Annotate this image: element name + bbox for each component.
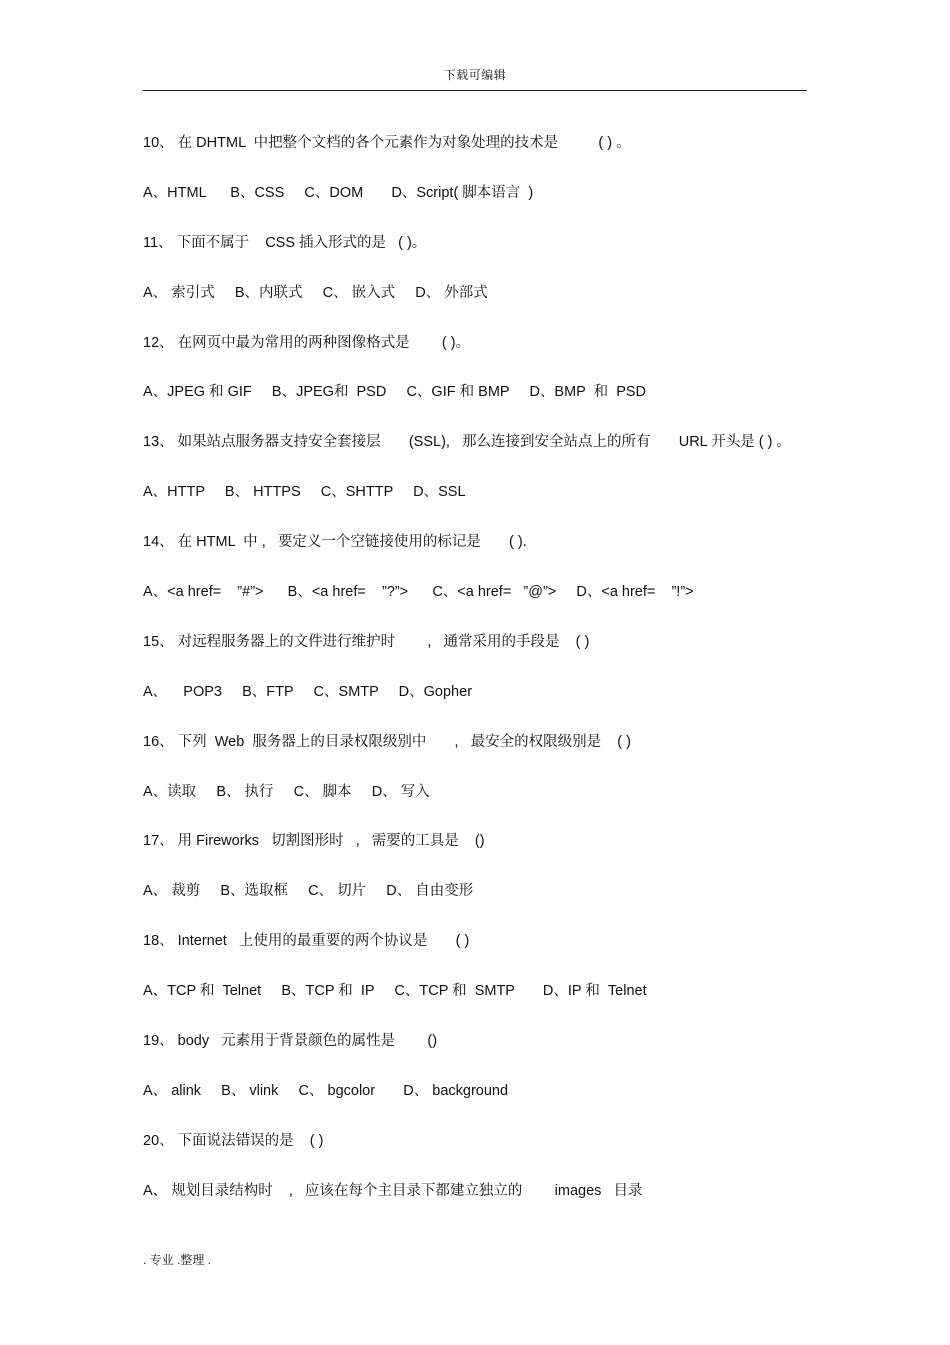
options-18: A、TCP 和 Telnet B、TCP 和 IP C、TCP 和 SMTP D、IP 和 Telnet [143, 983, 647, 1000]
question-10: 10、 在 DHTML 中把整个文档的各个元素作为对象处理的技术是 ( ) 。 [143, 135, 631, 151]
question-list [143, 133, 823, 1231]
page-header: 下载可编辑 [443, 68, 507, 82]
question-14: 14、 在 HTML 中 , 要定义一个空链接使用的标记是 ( ). [143, 534, 527, 551]
question-18: 18、 Internet 上使用的最重要的两个协议是 ( ) [143, 933, 470, 950]
question-15: 15、 对远程服务器上的文件进行维护时 , 通常采用的手段是 ( ) [143, 633, 590, 650]
page-footer: . 专业 .整理 . [143, 1253, 212, 1267]
question-20: 20、 下面说法错误的是 ( ) [143, 1132, 324, 1149]
question-13: 13、 如果站点服务器支持安全套接层 (SSL), 那么连接到安全站点上的所有 URL 开头是 ( ) 。 [143, 434, 791, 451]
options-14: A、<a href= ”#”> B、<a href= ”?”> C、<a href= ”@”> D、<a href= ”!”> [143, 584, 694, 601]
options-12: A、JPEG 和 GIF B、JPEG和 PSD C、GIF 和 BMP D、BMP 和 PSD [143, 384, 647, 401]
header-divider [143, 90, 807, 91]
options-15: A、 POP3 B、FTP C、SMTP D、Gopher [143, 683, 473, 700]
question-12: 12、 在网页中最为常用的两种图像格式是 ( )。 [143, 334, 471, 351]
options-10: A、HTML B、CSS C、DOM D、Script( 脚本语言 ) [143, 184, 534, 201]
options-17: A、 裁剪 B、选取框 C、 切片 D、 自由变形 [143, 883, 474, 900]
options-16: A、读取 B、 执行 C、 脚本 D、 写入 [143, 783, 430, 800]
question-17: 17、 用 Fireworks 切割图形时 , 需要的工具是 () [143, 833, 485, 850]
option-20-a: A、 规划目录结构时 , 应该在每个主目录下都建立独立的 images 目录 [143, 1182, 643, 1199]
question-16: 16、 下列 Web 服务器上的目录权限级别中 , 最安全的权限级别是 ( ) [143, 733, 631, 750]
options-19: A、 alink B、 vlink C、 bgcolor D、 background [143, 1082, 509, 1099]
options-13: A、HTTP B、 HTTPS C、SHTTP D、SSL [143, 484, 466, 501]
question-11: 11、 下面不属于 CSS 插入形式的是 ( )。 [143, 234, 427, 251]
question-19: 19、 body 元素用于背景颜色的属性是 () [143, 1033, 438, 1050]
options-11: A、 索引式 B、内联式 C、 嵌入式 D、 外部式 [143, 284, 488, 301]
